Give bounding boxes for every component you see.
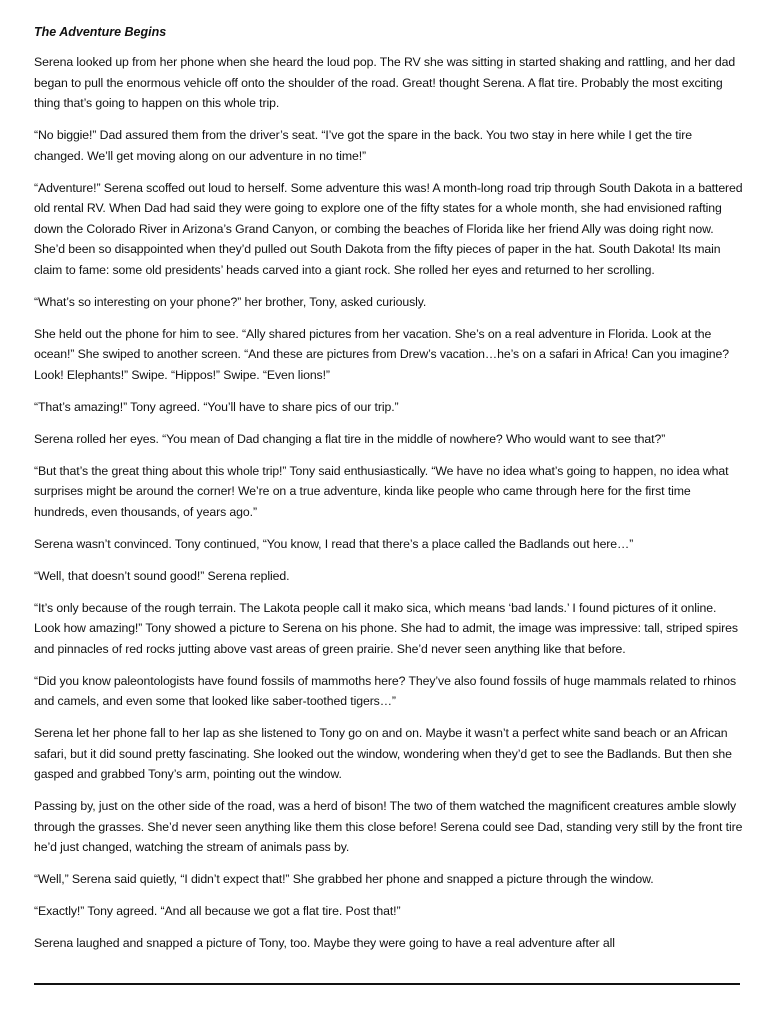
paragraph-7: Serena rolled her eyes. “You mean of Dad changing a flat tire in the middle of nowhere? Who would want to see that?”	[34, 431, 666, 446]
paragraph-17: Serena laughed and snapped a picture of Tony, too. Maybe they were going to have a real adventure after all	[34, 936, 615, 950]
paragraph-2: “No biggie!” Dad assured them from the driver’s seat. “I’ve got the spare in the back. You two stay in here while I get the tire changed. We’ll get moving along on our adventure in no time!”	[34, 128, 692, 163]
document-title: The Adventure Begins	[34, 25, 167, 39]
paragraph-1: Serena looked up from her phone when she heard the loud pop. The RV she was sitting in started shaking and rattling, and her dad began to pull the enormous vehicle off onto the shoulder of the road. Great! thought Serena. A flat tire. Probably the most exciting thing that’s going to happen on this whole trip.	[34, 55, 736, 110]
paragraph-14: Passing by, just on the other side of the road, was a herd of bison! The two of them watched the magnificent creatures amble slowly through the grasses. She’d never seen anything like them this close before! Serena could see Dad, standing very still by the front tire he’d just changed, watching the stream of animals pass by.	[34, 799, 743, 854]
paragraph-12: “Did you know paleontologists have found fossils of mammoths here? They’ve also found fossils of huge mammals related to rhinos and camels, and even some that looked like saber-toothed tigers…”	[34, 673, 737, 708]
paragraph-8: “But that’s the great thing about this whole trip!” Tony said enthusiastically. “We have no idea what’s going to happen, no idea what surprises might be around the corner! We’re on a true adventure, kinda like people who came through here for the first time hundreds, even thousands, of years ago.”	[34, 463, 729, 519]
paragraph-10: “Well, that doesn’t sound good!” Serena replied.	[34, 568, 290, 583]
document-page	[34, 22, 744, 965]
paragraph-6: “That’s amazing!” Tony agreed. “You’ll have to share pics of our trip.”	[34, 399, 399, 414]
paragraph-13: Serena let her phone fall to her lap as she listened to Tony go on and on. Maybe it wasn’t a perfect white sand beach or an African safari, but it did sound pretty fascinating. She looked out the window, wondering when they’d get to see the Badlands. But then she gasped and grabbed Tony’s arm, pointing out the window.	[34, 726, 732, 781]
paragraph-3: “Adventure!” Serena scoffed out loud to herself. Some adventure this was! A month-long road trip through South Dakota in a battered old rental RV. When Dad had said they were going to explore one of the fifty states for a whole month, she had envisioned rafting down the Colorado River in Arizona’s Grand Canyon, or combing the beaches of Florida like her friend Ally was doing right now. She’d been so disappointed when they’d pulled out South Dakota from the fifty pieces of paper in the hat. South Dakota! Its main claim to fame: some old presidents’ heads carved into a giant rock. She rolled her eyes and returned to her scrolling.	[34, 180, 743, 277]
paragraph-5: She held out the phone for him to see. “Ally shared pictures from her vacation. She’s on a real adventure in Florida. Look at the ocean!” She swiped to another screen. “And these are pictures from Drew’s vacation…he’s on a safari in Africa! Can you imagine? Look! Elephants!” Swipe. “Hippos!” Swipe. “Even lions!”	[34, 326, 729, 382]
paragraph-16: “Exactly!” Tony agreed. “And all because we got a flat tire. Post that!”	[34, 904, 401, 918]
paragraph-9: Serena wasn’t convinced. Tony continued, “You know, I read that there’s a place called the Badlands out here…”	[34, 536, 634, 551]
bottom-rule-divider	[34, 983, 740, 985]
paragraph-4: “What’s so interesting on your phone?” her brother, Tony, asked curiously.	[34, 294, 427, 309]
paragraph-15: “Well,” Serena said quietly, “I didn’t expect that!” She grabbed her phone and snapped a picture through the window.	[34, 872, 654, 886]
paragraph-11: “It’s only because of the rough terrain. The Lakota people call it mako sica, which means ‘bad lands.’ I found pictures of it online. Look how amazing!” Tony showed a picture to Serena on his phone. She had to admit, the image was impressive: tall, striped spires and pinnacles of red rocks jutting above vast areas of green prairie. She’d never seen anything like that before.	[34, 600, 738, 656]
